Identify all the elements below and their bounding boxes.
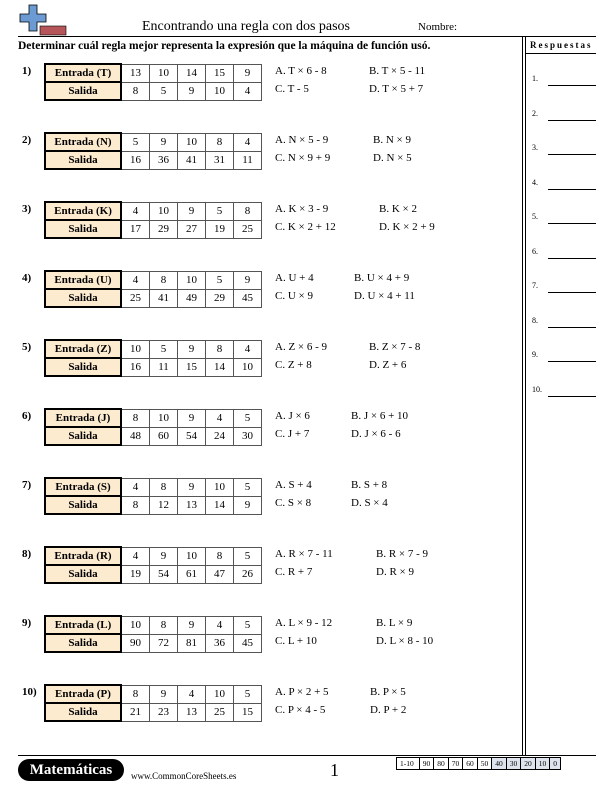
answer-slot xyxy=(532,314,596,328)
function-table xyxy=(44,408,262,446)
score-table xyxy=(396,757,561,770)
input-value: 13 xyxy=(121,64,150,82)
problem-number: 3) xyxy=(22,203,32,215)
input-value: 9 xyxy=(150,685,178,703)
input-value: 10 xyxy=(150,64,178,82)
answer-option: C. J + 7 xyxy=(275,428,310,440)
output-value: 23 xyxy=(150,703,178,721)
answer-slot xyxy=(532,348,596,362)
answer-option: A. P × 2 + 5 xyxy=(275,686,329,698)
output-label: Salida xyxy=(45,634,121,652)
footer-divider xyxy=(18,755,596,756)
input-value: 4 xyxy=(121,478,150,496)
output-value: 4 xyxy=(234,82,262,100)
input-label: Entrada (P) xyxy=(45,685,121,703)
answer-blank[interactable] xyxy=(548,396,596,397)
answer-column-border-left xyxy=(522,36,523,756)
answer-slot xyxy=(532,210,596,224)
answer-blank[interactable] xyxy=(548,292,596,293)
input-value: 8 xyxy=(121,409,150,427)
score-cell: 90 xyxy=(419,758,434,770)
answer-option: B. J × 6 + 10 xyxy=(351,410,409,422)
output-value: 21 xyxy=(121,703,150,721)
answers-title: Respuestas xyxy=(530,40,593,50)
answer-slot xyxy=(532,107,596,121)
output-value: 15 xyxy=(234,703,262,721)
output-value: 61 xyxy=(178,565,206,583)
score-cell: 70 xyxy=(448,758,463,770)
input-value: 9 xyxy=(150,547,178,565)
input-value: 10 xyxy=(206,478,234,496)
output-value: 14 xyxy=(206,496,234,514)
answer-number: 3. xyxy=(532,143,538,152)
input-label: Entrada (S) xyxy=(45,478,121,496)
input-label: Entrada (J) xyxy=(45,409,121,427)
answer-option: C. K × 2 + 12 xyxy=(275,221,336,233)
input-value: 4 xyxy=(206,409,234,427)
input-value: 9 xyxy=(178,202,206,220)
answer-option: A. S + 4 xyxy=(275,479,312,491)
answer-option: A. K × 3 - 9 xyxy=(275,203,329,215)
input-value: 14 xyxy=(178,64,206,82)
answer-blank[interactable] xyxy=(548,154,596,155)
output-value: 54 xyxy=(178,427,206,445)
output-value: 17 xyxy=(121,220,150,238)
output-label: Salida xyxy=(45,151,121,169)
input-value: 9 xyxy=(178,616,206,634)
name-label: Nombre: xyxy=(418,21,458,33)
input-value: 4 xyxy=(121,271,150,289)
score-cell: 50 xyxy=(477,758,492,770)
answer-blank[interactable] xyxy=(548,258,596,259)
answer-blank[interactable] xyxy=(548,189,596,190)
output-value: 41 xyxy=(178,151,206,169)
score-cell: 60 xyxy=(463,758,478,770)
answer-option: A. Z × 6 - 9 xyxy=(275,341,328,353)
answer-option: D. R × 9 xyxy=(376,566,414,578)
answer-slot xyxy=(532,141,596,155)
input-label: Entrada (U) xyxy=(45,271,121,289)
answer-option: D. S × 4 xyxy=(351,497,388,509)
header-divider xyxy=(18,36,596,37)
input-value: 9 xyxy=(178,340,206,358)
answer-option: B. K × 2 xyxy=(379,203,417,215)
input-value: 5 xyxy=(234,685,262,703)
problem xyxy=(18,203,518,243)
function-table xyxy=(44,684,262,722)
input-value: 8 xyxy=(150,271,178,289)
output-label: Salida xyxy=(45,220,121,238)
output-value: 15 xyxy=(178,358,206,376)
input-value: 9 xyxy=(234,64,262,82)
output-value: 31 xyxy=(206,151,234,169)
output-value: 27 xyxy=(178,220,206,238)
problem-number: 8) xyxy=(22,548,32,560)
output-value: 26 xyxy=(234,565,262,583)
function-table xyxy=(44,615,262,653)
input-value: 5 xyxy=(234,547,262,565)
input-value: 10 xyxy=(178,547,206,565)
output-value: 60 xyxy=(150,427,178,445)
answer-number: 5. xyxy=(532,212,538,221)
answer-option: D. U × 4 + 11 xyxy=(354,290,415,302)
answer-option: C. L + 10 xyxy=(275,635,317,647)
input-value: 10 xyxy=(206,685,234,703)
input-value: 8 xyxy=(150,616,178,634)
answer-option: A. L × 9 - 12 xyxy=(275,617,333,629)
answer-option: C. Z + 8 xyxy=(275,359,312,371)
answer-option: D. J × 6 - 6 xyxy=(351,428,401,440)
problem-number: 6) xyxy=(22,410,32,422)
output-label: Salida xyxy=(45,82,121,100)
answer-blank[interactable] xyxy=(548,85,596,86)
output-value: 24 xyxy=(206,427,234,445)
score-cell: 20 xyxy=(521,758,536,770)
output-value: 5 xyxy=(150,82,178,100)
score-range: 1-10 xyxy=(397,758,420,770)
output-value: 19 xyxy=(121,565,150,583)
output-value: 72 xyxy=(150,634,178,652)
problem-number: 1) xyxy=(22,65,32,77)
output-value: 16 xyxy=(121,151,150,169)
input-value: 5 xyxy=(206,202,234,220)
function-table xyxy=(44,63,262,101)
input-value: 10 xyxy=(150,409,178,427)
output-value: 11 xyxy=(234,151,262,169)
input-label: Entrada (L) xyxy=(45,616,121,634)
answer-option: C. N × 9 + 9 xyxy=(275,152,331,164)
answer-number: 4. xyxy=(532,177,538,187)
problem xyxy=(18,617,518,657)
output-value: 90 xyxy=(121,634,150,652)
input-value: 4 xyxy=(206,616,234,634)
output-value: 30 xyxy=(234,427,262,445)
answer-column-border-inner xyxy=(525,36,526,756)
input-value: 10 xyxy=(178,133,206,151)
output-value: 36 xyxy=(206,634,234,652)
answer-slot xyxy=(532,383,596,397)
answer-number: 6. xyxy=(532,246,538,256)
answer-slot xyxy=(532,245,596,259)
output-value: 8 xyxy=(121,496,150,514)
output-value: 25 xyxy=(206,703,234,721)
output-value: 41 xyxy=(150,289,178,307)
brand-badge: Matemáticas xyxy=(18,759,124,781)
output-value: 25 xyxy=(121,289,150,307)
answer-number: 8. xyxy=(532,315,538,325)
problem xyxy=(18,272,518,312)
input-value: 10 xyxy=(178,271,206,289)
input-value: 10 xyxy=(150,202,178,220)
output-value: 48 xyxy=(121,427,150,445)
input-value: 5 xyxy=(121,133,150,151)
problem-number: 2) xyxy=(22,134,32,146)
problem xyxy=(18,65,518,105)
function-table xyxy=(44,477,262,515)
output-label: Salida xyxy=(45,496,121,514)
answer-option: A. N × 5 - 9 xyxy=(275,134,329,146)
function-table xyxy=(44,201,262,239)
answer-option: C. R + 7 xyxy=(275,566,313,578)
answer-number: 10. xyxy=(532,384,542,394)
input-value: 8 xyxy=(206,340,234,358)
answer-number: 1. xyxy=(532,74,538,83)
output-value: 45 xyxy=(234,634,262,652)
input-value: 4 xyxy=(234,133,262,151)
input-value: 10 xyxy=(121,616,150,634)
output-value: 11 xyxy=(150,358,178,376)
input-value: 4 xyxy=(234,340,262,358)
answer-slot xyxy=(532,176,596,190)
output-value: 10 xyxy=(234,358,262,376)
answer-option: D. T × 5 + 7 xyxy=(369,83,424,95)
output-value: 9 xyxy=(178,82,206,100)
input-value: 9 xyxy=(234,271,262,289)
problem-number: 4) xyxy=(22,272,32,284)
input-label: Entrada (Z) xyxy=(45,340,121,358)
answer-number: 2. xyxy=(532,108,538,118)
answers-rule xyxy=(526,53,596,54)
answer-option: C. P × 4 - 5 xyxy=(275,704,326,716)
score-cell: 80 xyxy=(434,758,449,770)
output-value: 25 xyxy=(234,220,262,238)
answer-number: 9. xyxy=(532,350,538,359)
answer-option: B. R × 7 - 9 xyxy=(376,548,429,560)
answer-option: A. R × 7 - 11 xyxy=(275,548,333,560)
output-value: 47 xyxy=(206,565,234,583)
input-value: 8 xyxy=(206,547,234,565)
output-value: 14 xyxy=(206,358,234,376)
output-value: 49 xyxy=(178,289,206,307)
answer-option: B. S + 8 xyxy=(351,479,388,491)
score-cell: 10 xyxy=(535,758,550,770)
function-table xyxy=(44,270,262,308)
output-value: 45 xyxy=(234,289,262,307)
problem-number: 9) xyxy=(22,617,32,629)
output-label: Salida xyxy=(45,427,121,445)
output-label: Salida xyxy=(45,358,121,376)
output-label: Salida xyxy=(45,565,121,583)
problem xyxy=(18,410,518,450)
problem-number: 7) xyxy=(22,479,32,491)
problem xyxy=(18,686,518,726)
plus-logo-icon xyxy=(18,4,68,36)
answer-option: A. T × 6 - 8 xyxy=(275,65,327,77)
answer-option: D. P + 2 xyxy=(370,704,407,716)
output-value: 29 xyxy=(150,220,178,238)
answer-slot xyxy=(532,72,596,86)
output-value: 81 xyxy=(178,634,206,652)
answer-option: D. L × 8 - 10 xyxy=(376,635,434,647)
input-label: Entrada (K) xyxy=(45,202,121,220)
answer-option: B. Z × 7 - 8 xyxy=(369,341,421,353)
input-value: 15 xyxy=(206,64,234,82)
problem xyxy=(18,548,518,588)
output-value: 12 xyxy=(150,496,178,514)
function-table xyxy=(44,339,262,377)
input-value: 8 xyxy=(150,478,178,496)
answer-blank[interactable] xyxy=(548,361,596,362)
input-value: 8 xyxy=(121,685,150,703)
output-value: 16 xyxy=(121,358,150,376)
input-value: 10 xyxy=(121,340,150,358)
input-value: 9 xyxy=(178,478,206,496)
input-label: Entrada (N) xyxy=(45,133,121,151)
input-value: 8 xyxy=(206,133,234,151)
output-label: Salida xyxy=(45,703,121,721)
problem-number: 5) xyxy=(22,341,32,353)
input-value: 5 xyxy=(234,616,262,634)
input-value: 9 xyxy=(150,133,178,151)
score-cell: 0 xyxy=(550,758,561,770)
instructions: Determinar cuál regla mejor representa la expresión que la máquina de función usó. xyxy=(18,40,431,52)
problem xyxy=(18,134,518,174)
page-number: 1 xyxy=(330,760,339,780)
function-table xyxy=(44,132,262,170)
input-value: 5 xyxy=(150,340,178,358)
output-value: 10 xyxy=(206,82,234,100)
answer-option: D. K × 2 + 9 xyxy=(379,221,435,233)
answer-slot xyxy=(532,279,596,293)
input-value: 8 xyxy=(234,202,262,220)
answer-option: B. L × 9 xyxy=(376,617,413,629)
answer-option: A. U + 4 xyxy=(275,272,314,284)
output-value: 29 xyxy=(206,289,234,307)
answer-option: C. T - 5 xyxy=(275,83,309,95)
output-value: 13 xyxy=(178,703,206,721)
answer-option: B. P × 5 xyxy=(370,686,406,698)
output-value: 13 xyxy=(178,496,206,514)
input-value: 5 xyxy=(234,478,262,496)
problem-number: 10) xyxy=(22,686,37,698)
answer-option: C. S × 8 xyxy=(275,497,312,509)
input-value: 9 xyxy=(178,409,206,427)
worksheet-title: Encontrando una regla con dos pasos xyxy=(142,19,350,34)
output-value: 19 xyxy=(206,220,234,238)
output-value: 9 xyxy=(234,496,262,514)
answer-option: B. N × 9 xyxy=(373,134,411,146)
answer-option: D. Z + 6 xyxy=(369,359,407,371)
input-value: 4 xyxy=(121,202,150,220)
output-value: 54 xyxy=(150,565,178,583)
answer-number: 7. xyxy=(532,281,538,290)
score-cell: 30 xyxy=(506,758,521,770)
input-label: Entrada (R) xyxy=(45,547,121,565)
problem xyxy=(18,341,518,381)
score-cell: 40 xyxy=(492,758,507,770)
problem xyxy=(18,479,518,519)
answer-option: A. J × 6 xyxy=(275,410,310,422)
function-table xyxy=(44,546,262,584)
answer-blank[interactable] xyxy=(548,120,596,121)
answer-blank[interactable] xyxy=(548,327,596,328)
answer-option: B. U × 4 + 9 xyxy=(354,272,410,284)
input-value: 4 xyxy=(121,547,150,565)
input-value: 4 xyxy=(178,685,206,703)
answer-option: B. T × 5 - 11 xyxy=(369,65,426,77)
input-value: 5 xyxy=(206,271,234,289)
input-value: 5 xyxy=(234,409,262,427)
answer-option: D. N × 5 xyxy=(373,152,412,164)
site-url: www.CommonCoreSheets.es xyxy=(131,771,237,781)
answer-option: C. U × 9 xyxy=(275,290,313,302)
output-value: 8 xyxy=(121,82,150,100)
answer-blank[interactable] xyxy=(548,223,596,224)
output-label: Salida xyxy=(45,289,121,307)
input-label: Entrada (T) xyxy=(45,64,121,82)
output-value: 36 xyxy=(150,151,178,169)
